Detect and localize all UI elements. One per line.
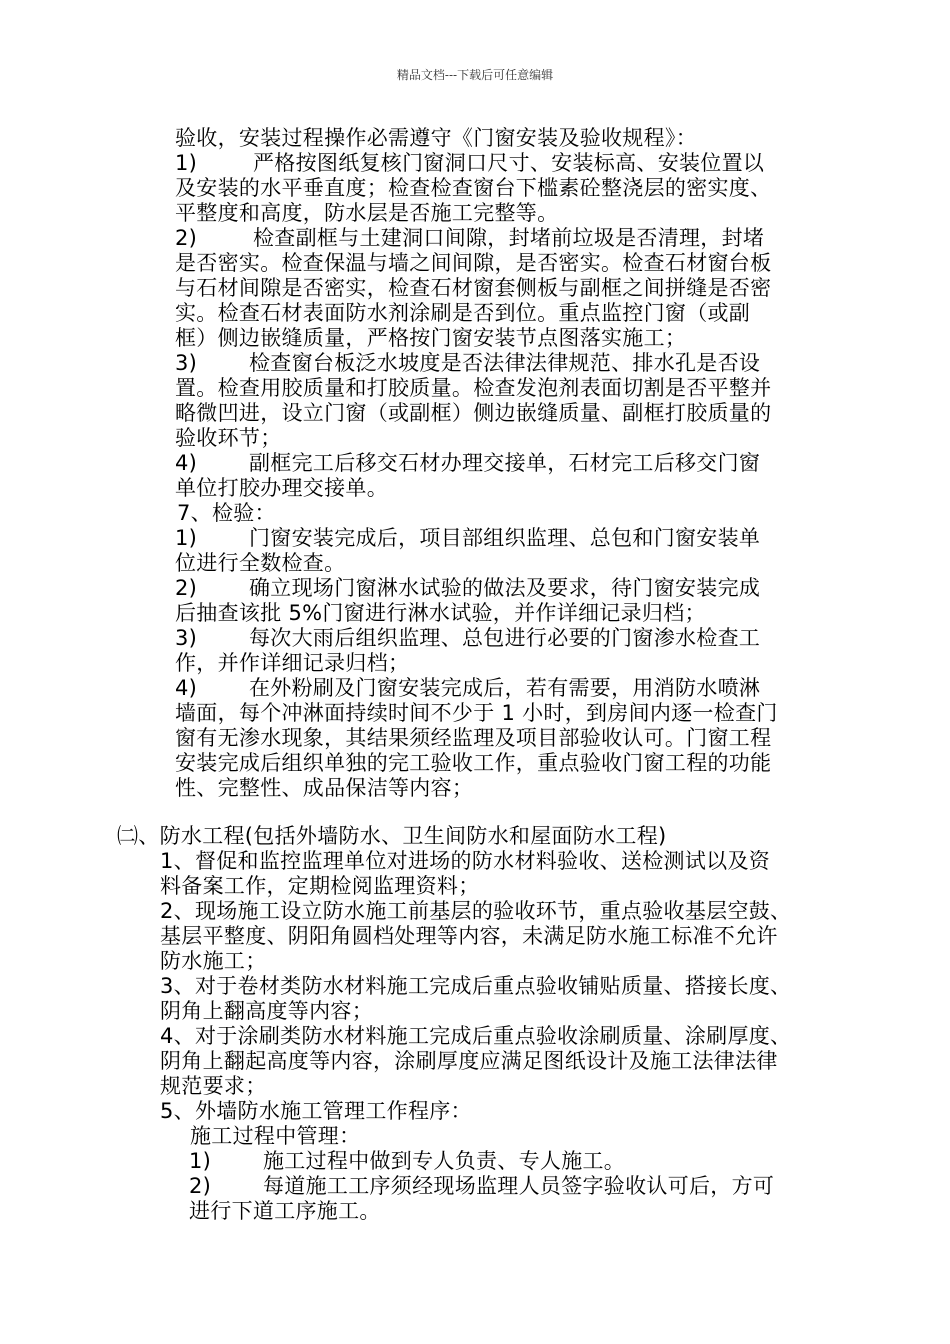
list-line: 阴角上翻起高度等内容，涂刷厚度应满足图纸设计及施工法律法律 (160, 1049, 778, 1073)
list-line: 4、对于涂刷类防水材料施工完成后重点验收涂刷质量、涂刷厚度、 (160, 1024, 792, 1048)
item-number: 1) (189, 1149, 212, 1173)
item-line: 墙面，每个冲淋面持续时间不少于 1 小时，到房间内逐一检查门 (175, 701, 778, 725)
list-line: 料备案工作，定期检阅监理资料； (160, 874, 480, 898)
item-line (189, 1174, 774, 1199)
item-number: 1) (175, 151, 198, 175)
item-line: 是否密实。检查保温与墙之间间隙，是否密实。检查石材窗台板 (175, 251, 772, 275)
item-line: 置。检查用胶质量和打胶质量。检查发泡剂表面切割是否平整并 (175, 376, 772, 400)
item-line (189, 1149, 625, 1174)
item-line: 略微凹进，设立门窗（或副框）侧边嵌缝质量、副框打胶质量的 (175, 401, 772, 425)
item-text: 副框完工后移交石材办理交接单，石材完工后移交门窗 (249, 451, 761, 475)
item-line (175, 676, 760, 701)
item-text: 门窗安装完成后，项目部组织监理、总包和门窗安装单 (249, 526, 761, 550)
item-text: 在外粉刷及门窗安装完成后，若有需要，用消防水喷淋 (249, 676, 761, 700)
list-line: 基层平整度、阴阳角圆档处理等内容，未满足防水施工标准不允许 (160, 924, 778, 948)
item-number: 2) (189, 1174, 212, 1198)
item-line: 性、完整性、成品保洁等内容； (175, 776, 474, 800)
item-line (175, 526, 760, 551)
list-line: 规范要求； (160, 1074, 267, 1098)
item-line: 实。检查石材表面防水剂涂刷是否到位。重点监控门窗（或副 (175, 301, 751, 325)
item-line (175, 226, 764, 251)
item-text: 严格按图纸复核门窗洞口尺寸、安装标高、安装位置以 (253, 151, 765, 175)
item-line (175, 626, 760, 651)
item-number: 1) (175, 526, 198, 550)
section-title: ㈡、防水工程(包括外墙防水、卫生间防水和屋面防水工程) (117, 824, 667, 848)
item-line: 后抽查该批 5%门窗进行淋水试验，并作详细记录归档； (175, 601, 706, 625)
item-line (175, 576, 760, 601)
item-line: 与石材间隙是否密实，检查石材窗套侧板与副框之间拼缝是否密 (175, 276, 772, 300)
item-text: 施工过程中做到专人负责、专人施工。 (263, 1149, 626, 1173)
item-number: 2) (175, 576, 198, 600)
item-line: 平整度和高度，防水层是否施工完整等。 (175, 201, 559, 225)
item-number: 4) (175, 451, 198, 475)
item-line (175, 451, 760, 476)
item-line: 窗有无渗水现象，其结果须经监理及项目部验收认可。门窗工程 (175, 726, 772, 750)
list-line: 5、外墙防水施工管理工作程序： (160, 1099, 472, 1123)
item-line (175, 351, 760, 376)
item-line: 安装完成后组织单独的完工验收工作，重点验收门窗工程的功能 (175, 751, 772, 775)
item-text: 检查副框与土建洞口间隙，封堵前垃圾是否清理，封堵 (253, 226, 765, 250)
list-line: 防水施工； (160, 949, 267, 973)
item-text: 检查窗台板泛水坡度是否法律法律规范、排水孔是否设 (249, 351, 761, 375)
intro-line: 验收，安装过程操作必需遵守《门窗安装及验收规程》： (175, 126, 697, 150)
item-line: 及安装的水平垂直度；检查检查窗台下槛素砼整浇层的密实度、 (175, 176, 772, 200)
page-header: 精品文档---下载后可任意编辑 (396, 68, 554, 82)
item-line: 单位打胶办理交接单。 (175, 476, 388, 500)
item-line: 验收环节； (175, 426, 282, 450)
list-line: 3、对于卷材类防水材料施工完成后重点验收铺贴质量、搭接长度、 (160, 974, 792, 998)
item-line (175, 151, 764, 176)
item-line: 位进行全数检查。 (175, 551, 346, 575)
item-number: 4) (175, 676, 198, 700)
item-text: 每次大雨后组织监理、总包进行必要的门窗渗水检查工 (249, 626, 761, 650)
sub-heading: 施工过程中管理： (190, 1124, 361, 1148)
item-text: 每道施工工序须经现场监理人员签字验收认可后，方可 (263, 1174, 775, 1198)
item-line: 框）侧边嵌缝质量，严格按门窗安装节点图落实施工； (175, 326, 687, 350)
item-text: 确立现场门窗淋水试验的做法及要求，待门窗安装完成 (249, 576, 761, 600)
list-line: 1、督促和监控监理单位对进场的防水材料验收、送检测试以及资 (160, 849, 771, 873)
item-number: 2) (175, 226, 198, 250)
item-number: 3) (175, 351, 198, 375)
item-line: 作，并作详细记录归档； (175, 651, 410, 675)
section-heading: 7、检验： (177, 501, 276, 525)
item-line: 进行下道工序施工。 (189, 1199, 381, 1223)
item-number: 3) (175, 626, 198, 650)
list-line: 阴角上翻高度等内容； (160, 999, 373, 1023)
list-line: 2、现场施工设立防水施工前基层的验收环节，重点验收基层空鼓、 (160, 899, 792, 923)
